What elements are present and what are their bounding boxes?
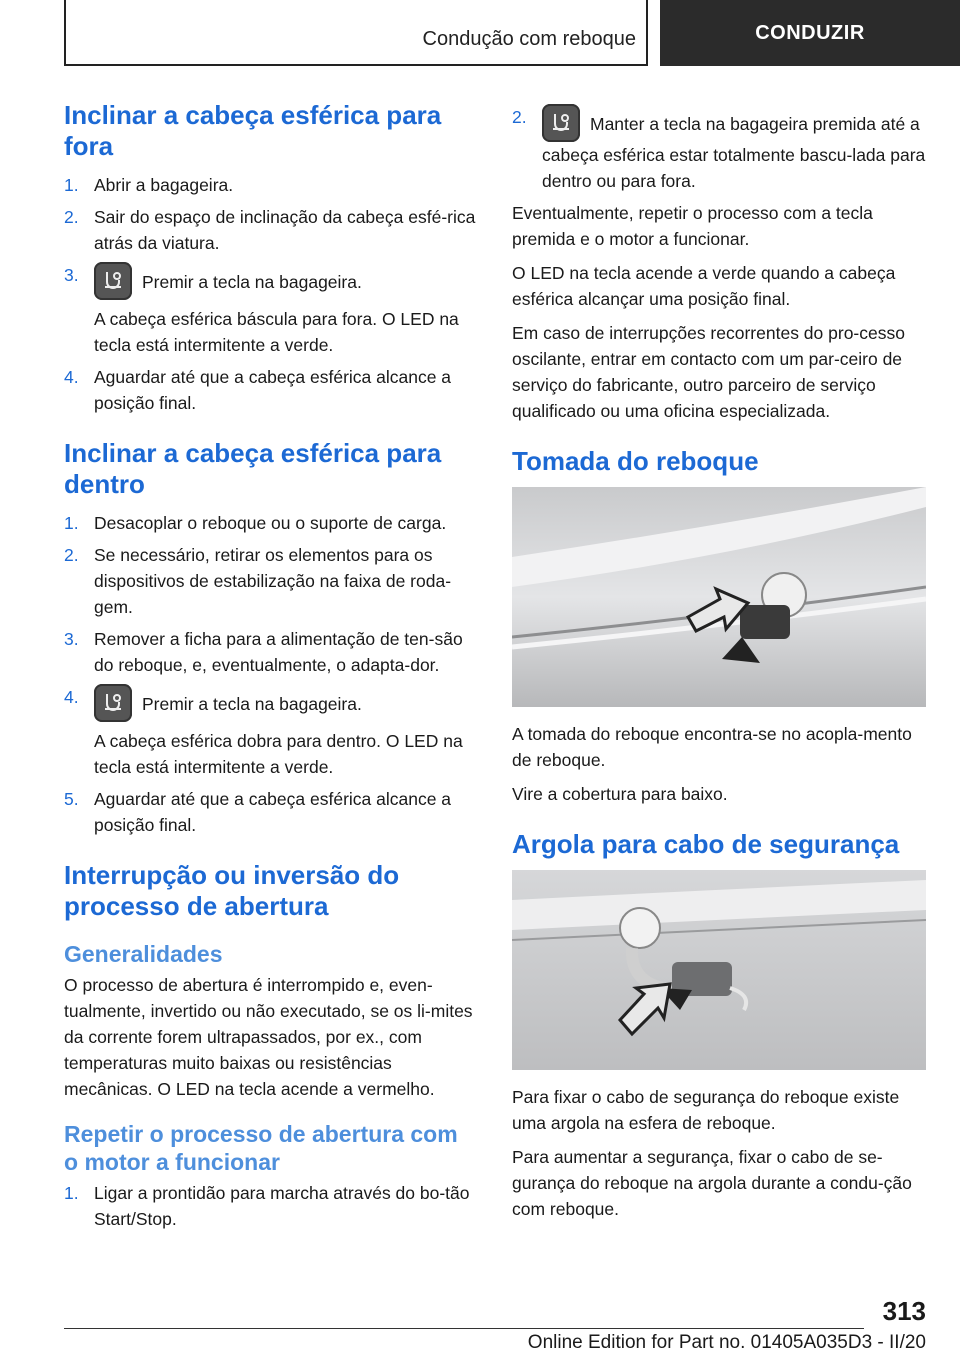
subheading-general: Generalidades [64,941,223,967]
paragraph-socket-cover: Vire a cobertura para baixo. [512,784,728,804]
steps-tilt-in [64,510,478,838]
list-item: 4. Premir a tecla na bagageira. A cabeça esférica dobra para dentro. O LED na tecla está intermitente a verde. [64,684,478,780]
paragraph-ring-safety: Para aumentar a segurança, fixar o cabo de se‐gurança do reboque na argola durante a condu‐ção com reboque. [512,1147,912,1219]
list-item: 1. Desacoplar o reboque ou o suporte de carga. [64,513,447,533]
tailgate-button-icon [542,104,580,142]
paragraph-socket-location: A tomada do reboque encontra-se no acopla‐mento de reboque. [512,724,912,770]
tailgate-button-icon [94,684,132,722]
steps-tilt-out [64,172,478,416]
list-item: 2. Se necessário, retirar os elementos para os dispositivos de estabilização na faixa de roda‐gem. [64,545,452,617]
list-item: 3. Premir a tecla na bagageira. A cabeça esférica báscula para fora. O LED na tecla está intermitente a verde. [64,262,478,358]
list-item: 2. Sair do espaço de inclinação da cabeça esfé‐rica atrás da viatura. [64,207,476,253]
right-column [512,104,926,1230]
paragraph-service: Em caso de interrupções recorrentes do pro‐cesso oscilante, entrar em contacto com um par‐ceiro de serviço do fabricante, outro parceiro de serviço qualificado ou uma oficina especializada. [512,323,905,421]
paragraph-led-green: O LED na tecla acende a verde quando a cabeça esférica alcançar uma posição final. [512,263,896,309]
page-number: 313 [882,1296,926,1326]
header-rule-bottom [64,64,648,66]
left-column [64,100,478,1238]
header-chapter-tab[interactable] [660,0,960,66]
heading-ring: Argola para cabo de segurança [512,829,900,859]
heading-socket: Tomada do reboque [512,446,759,476]
list-item: 3. Remover a ficha para a alimentação de ten‐são do reboque, e, eventualmente, o adapta‐dor. [64,629,463,675]
subheading-repeat: Repetir o processo de abertura com o motor a funcionar [64,1121,458,1175]
list-item: 1. Abrir a bagageira. [64,175,234,195]
list-item: 4. Aguardar até que a cabeça esférica alcance a posição final. [64,367,452,413]
heading-tilt-in: Inclinar a cabeça esférica para dentro [64,438,442,499]
trailer-socket-image [512,487,926,707]
header-rule-divider [646,0,648,66]
heading-interruption: Interrupção ou inversão do processo de abertura [64,860,400,921]
list-item: 1. Ligar a prontidão para marcha através do bo‐tão Start/Stop. [64,1183,470,1229]
list-item: 2. Manter a tecla na bagageira premida até a cabeça esférica estar totalmente bascu‐lada para dentro ou para fora. [512,104,926,194]
paragraph-general: O processo de abertura é interrompido e, even‐tualmente, invertido ou não executado, se os li‐mites da corrente forem ultrapassados, por ex., com temperaturas muito baixas ou resistências mecânicas. O LED na tecla acende a vermelho. [64,975,473,1099]
paragraph-ring-purpose: Para fixar o cabo de segurança do reboque existe uma argola na esfera de reboque. [512,1087,900,1133]
list-item: 5. Aguardar até que a cabeça esférica alcance a posição final. [64,789,452,835]
tailgate-button-icon [94,262,132,300]
safety-cable-ring-image [512,870,926,1070]
heading-tilt-out: Inclinar a cabeça esférica para fora [64,100,442,161]
chapter-label: CONDUZIR [755,21,865,44]
steps-repeat [64,1180,478,1232]
paragraph-repeat-note: Eventualmente, repetir o processo com a tecla premida e o motor a funcionar. [512,203,873,249]
header-section-title: Condução com reboque [422,28,636,50]
footer-edition: Online Edition for Part no. 01405A035D3 - II/20 [527,1332,926,1353]
steps-repeat-cont [512,104,926,194]
footer-rule [64,1328,864,1329]
header-rule-left [64,0,66,66]
